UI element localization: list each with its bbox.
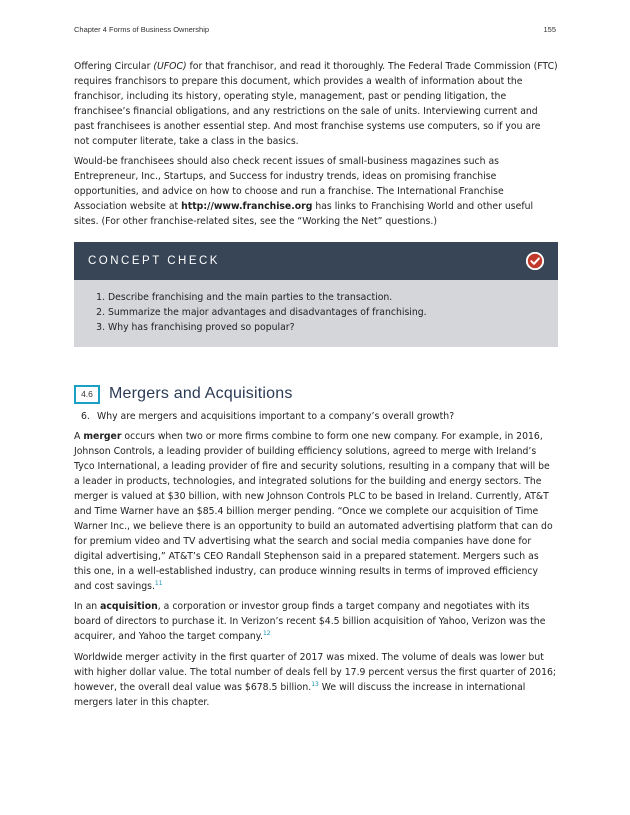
running-header — [74, 25, 556, 34]
text-run: Worldwide merger activity in the first quarter of 2017 was mixed. The volume of deals was lower but with higher dollar value. The total number of deals fell by 17.9 percent versus the first quarter of 2016; however, the overall deal value was $678.5 billion. — [74, 652, 557, 693]
chapter-title: Chapter 4 Forms of Business Ownership — [74, 25, 210, 34]
text-run: for that franchisor, and read it thoroughly. The Federal Trade Commission (FTC) requires franchisors to prepare this document, which provides a wealth of information about the franchisor, including its history, operating style, management, past or pending litigation, the franchisee’s financial obligations, and any restrictions on the sale of units. Interviewing current and past franchisees is another essential step. And most franchise systems use computers, so if you are not computer literate, take a class in the basics. — [74, 61, 558, 147]
list-item: 1. Describe franchising and the main parties to the transaction. — [108, 290, 544, 305]
franchise-org-link[interactable]: http://www.franchise.org — [181, 201, 313, 213]
term-merger: merger — [83, 431, 122, 443]
concept-check-box — [74, 242, 558, 347]
concept-check-title: CONCEPT CHECK — [88, 254, 220, 267]
paragraph-merger — [74, 430, 558, 594]
footnote-ref-11[interactable]: 11 — [154, 579, 163, 587]
text-run: Would-be franchisees should also check recent issues of small-business magazines such as Entrepreneur, Inc., Startups, and Success for industry trends, ideas on promising franchise opportunities, and advice on how to choose and run a franchise. The International Franchise Association website at — [74, 156, 504, 213]
text-run: A — [74, 431, 84, 443]
learning-objective — [74, 410, 558, 425]
learning-objective-text: Why are mergers and acquisitions important to a company’s overall growth? — [97, 410, 455, 422]
footnote-ref-13[interactable]: 13 — [311, 680, 319, 688]
concept-check-list — [90, 290, 544, 335]
page-number: 155 — [543, 25, 556, 34]
abbreviation-ufoc: (UFOC) — [153, 61, 187, 72]
section-number-badge: 4.6 — [74, 385, 100, 404]
page-body — [74, 60, 558, 717]
text-run: We will discuss the increase in international mergers later in this chapter. — [74, 681, 526, 708]
section-heading — [74, 385, 558, 404]
text-run: In an — [74, 601, 101, 613]
text-run: , a corporation or investor group finds a target company and negotiates with its board of directors to purchase it. In Verizon’s recent $4.5 billion acquisition of Yahoo, Verizon was the acquirer, and Yahoo the target company. — [74, 601, 546, 643]
text-run: Offering Circular — [74, 61, 154, 72]
text-run: has links to Franchising World and other useful sites. (For other franchise-related sites, see the “Working the Net” questions.) — [74, 201, 534, 228]
paragraph-franchise-resources — [74, 155, 558, 230]
learning-objective-number: 6. — [81, 410, 90, 422]
list-item: 3. Why has franchising proved so popular? — [108, 320, 544, 335]
paragraph-ufoc — [74, 60, 558, 149]
term-acquisition: acquisition — [100, 601, 158, 613]
paragraph-acquisition — [74, 600, 558, 645]
paragraph-merger-activity — [74, 651, 558, 711]
concept-check-header — [74, 242, 558, 280]
section-title: Mergers and Acquisitions — [109, 385, 293, 403]
concept-check-list-container — [74, 280, 558, 347]
check-circle-icon — [526, 252, 544, 270]
footnote-ref-12[interactable]: 12 — [262, 630, 271, 638]
list-item: 2. Summarize the major advantages and disadvantages of franchising. — [108, 305, 544, 320]
text-run: occurs when two or more firms combine to form one new company. For example, in 2016, Johnson Controls, a leading provider of building efficiency solutions, agreed to merge with Ireland’s Tyco International, a leading provider of fire and security solutions, resulting in a company that will be a leader in products, technologies, and integrated solutions for the building and energy sectors. The merger is valued at $30 billion, with new Johnson Controls PLC to be based in Ireland. Currently, AT&T and Time Warner have an $85.4 billion merger pending. “Once we complete our acquisition of Time Warner Inc., we believe there is an opportunity to build an automated advertising platform that can do for premium video and TV advertising what the search and social media companies have done for digital advertising,” AT&T’s CEO Randall Stephenson said in a prepared statement. Mergers such as this one, in a well-established industry, can produce winning results in terms of improved efficiency and cost savings. — [74, 431, 553, 592]
